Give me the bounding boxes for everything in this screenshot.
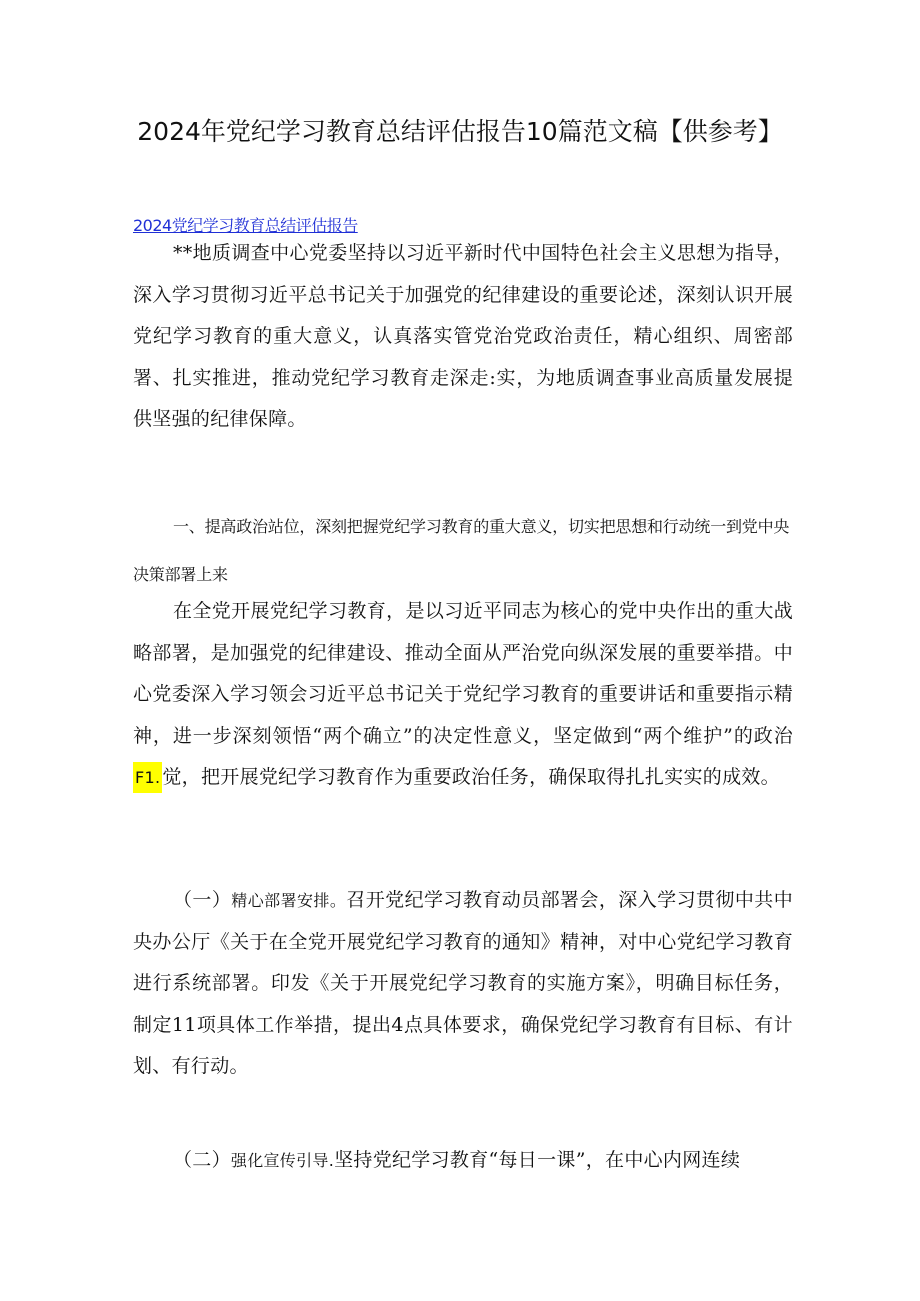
subsection-1-number: （一）	[173, 889, 232, 911]
section-1-text-after: 觉，把开展党纪学习教育作为重要政治任务，确保取得扎扎实实的成效。	[162, 766, 780, 788]
subsection-2-number: （二）	[173, 1149, 231, 1171]
section-heading-1: 一、提高政治站位，深刻把握党纪学习教育的重大意义，切实把思想和行动统一到党中央决策部署上来	[133, 517, 790, 584]
subsection-1-label: 精心部署安排。	[231, 891, 347, 910]
report-title-link[interactable]: 2024党纪学习教育总结评估报告	[133, 216, 358, 235]
section-1-paragraph	[133, 591, 793, 799]
highlighted-text: F1.	[133, 762, 162, 793]
section-1-text-before: 在全党开展党纪学习教育，是以习近平同志为核心的党中央作出的重大战略部署，是加强党的纪律建设、推动全面从严治党向纵深发展的重要举措。中心党委深入学习领会习近平总书记关于党纪学习教育的重要讲话和重要指示精神，进一步深刻领悟“两个确立”的决定性意义，坚定做到“两个维护”的政治	[133, 600, 793, 747]
intro-paragraph: **地质调查中心党委坚持以习近平新时代中国特色社会主义思想为指导，深入学习贯彻习近平总书记关于加强党的纪律建设的重要论述，深刻认识开展党纪学习教育的重大意义，认真落实管党治党政治责任，精心组织、周密部署、扎实推进，推动党纪学习教育走深走:实，为地质调查事业高质量发展提供坚强的纪律保障。	[133, 242, 793, 430]
subsection-2-label: 强化宣传引导.	[230, 1151, 335, 1170]
subsection-2-paragraph	[133, 1140, 793, 1182]
subsection-1-paragraph	[133, 880, 793, 1088]
subsection-1-text: 召开党纪学习教育动员部署会，深入学习贯彻中共中央办公厅《关于在全党开展党纪学习教育的通知》精神，对中心党纪学习教育进行系统部署。印发《关于开展党纪学习教育的实施方案》，明确目标任务，制定11项具体工作举措，提出4点具体要求，确保党纪学习教育有目标、有计划、有行动。	[133, 889, 794, 1077]
document-title: 2024年党纪学习教育总结评估报告10篇范文稿【供参考】	[137, 117, 783, 146]
subsection-2-text: 坚持党纪学习教育“每日一课”，在中心内网连续	[334, 1149, 741, 1171]
